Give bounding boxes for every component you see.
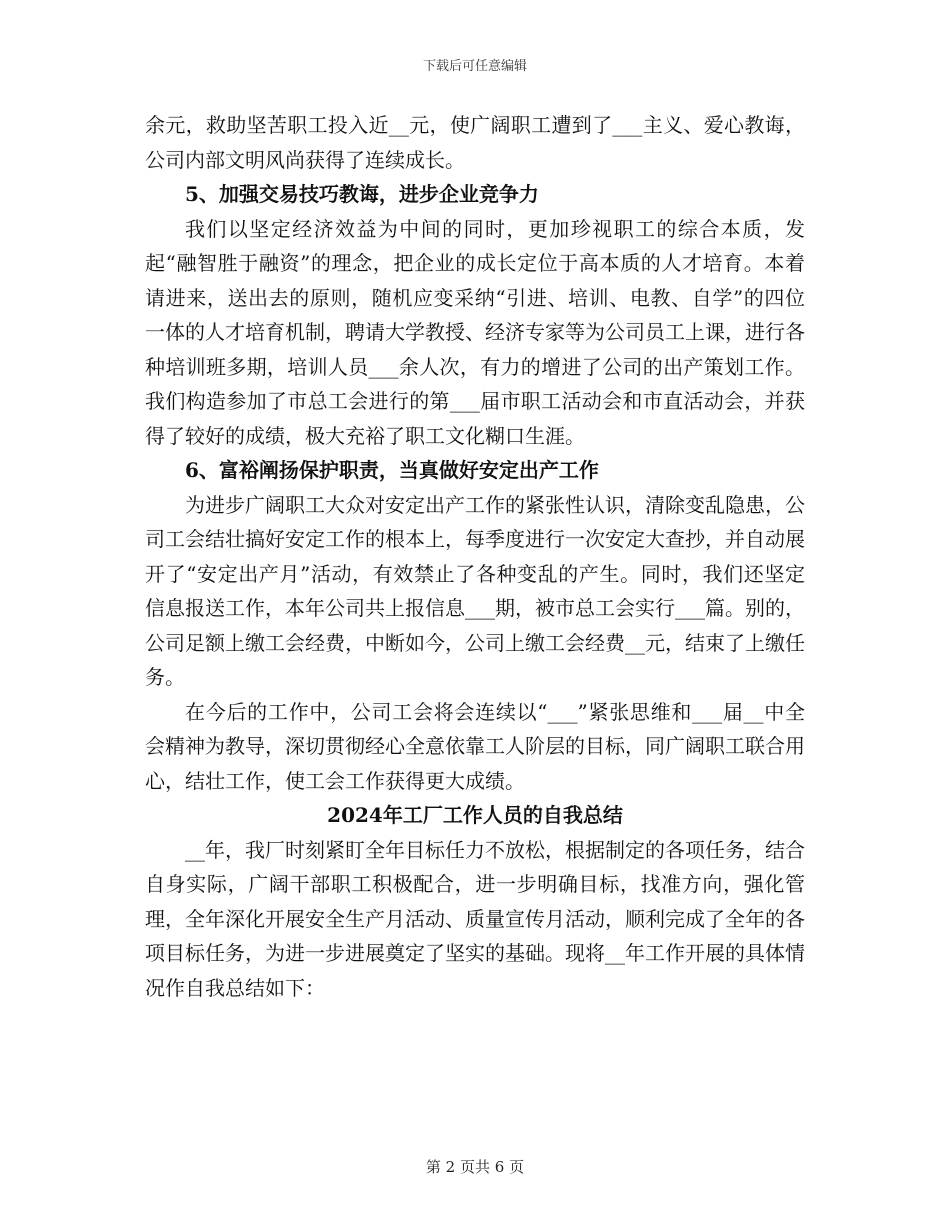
document-body — [145, 108, 805, 1005]
paragraph-future-work: 在今后的工作中，公司工会将会连续以“___”紧张思维和___届__中全会精神为教导，深切贯彻经心全意依靠工人阶层的目标，同广阔职工联合用心，结壮工作，使工会工作获得更大成绩。 — [145, 699, 805, 793]
paragraph-training: 我们以坚定经济效益为中间的同时，更加珍视职工的综合本质，发起“融智胜于融资”的理念，把企业的成长定位于高本质的人才培育。本着请进来，送出去的原则，随机应变采纳“引进、培训、电教、自学”的四位一体的人才培育机制，聘请大学教授、经济专家等为公司员工上课，进行各种培训班多期，培训人员___余人次，有力的增进了公司的出产策划工作。我们构造参加了市总工会进行的第___届市职工活动会和市直活动会，并获得了较好的成绩，极大充裕了职工文化糊口生涯。 — [145, 216, 805, 448]
section-heading-6: 6、富裕阐扬保护职责，当真做好安定出产工作 — [185, 458, 599, 482]
page-header: 下载后可任意编辑 — [422, 59, 527, 74]
document-title: 2024年工厂工作人员的自我总结 — [327, 803, 623, 827]
paragraph-summary-intro: __年，我厂时刻紧盯全年目标任力不放松，根据制定的各项任务，结合自身实际，广阔干部职工积极配合，进一步明确目标，找准方向，强化管理，全年深化开展安全生产月活动、质量宣传月活动，顺利完成了全年的各项目标任务，为进一步进展奠定了坚实的基础。现将__年工作开展的具体情况作自我总结如下： — [145, 837, 805, 1000]
paragraph-continuation: 余元，救助坚苦职工投入近__元，使广阔职工遭到了___主义、爱心教诲，公司内部文明风尚获得了连续成长。 — [145, 113, 805, 172]
section-heading-5: 5、加强交易技巧教诲，进步企业竞争力 — [185, 182, 539, 206]
paragraph-safety: 为进步广阔职工大众对安定出产工作的紧张性认识，清除变乱隐患，公司工会结壮搞好安定工作的根本上，每季度进行一次安定大查抄，并自动展开了“安定出产月”活动，有效禁止了各种变乱的产生。同时，我们还坚定信息报送工作，本年公司共上报信息___期，被市总工会实行___篇。别的，公司足额上缴工会经费，中断如今，公司上缴工会经费__元，结束了上缴任务。 — [145, 492, 805, 689]
page-footer: 第 2 页共 6 页 — [425, 1158, 525, 1176]
